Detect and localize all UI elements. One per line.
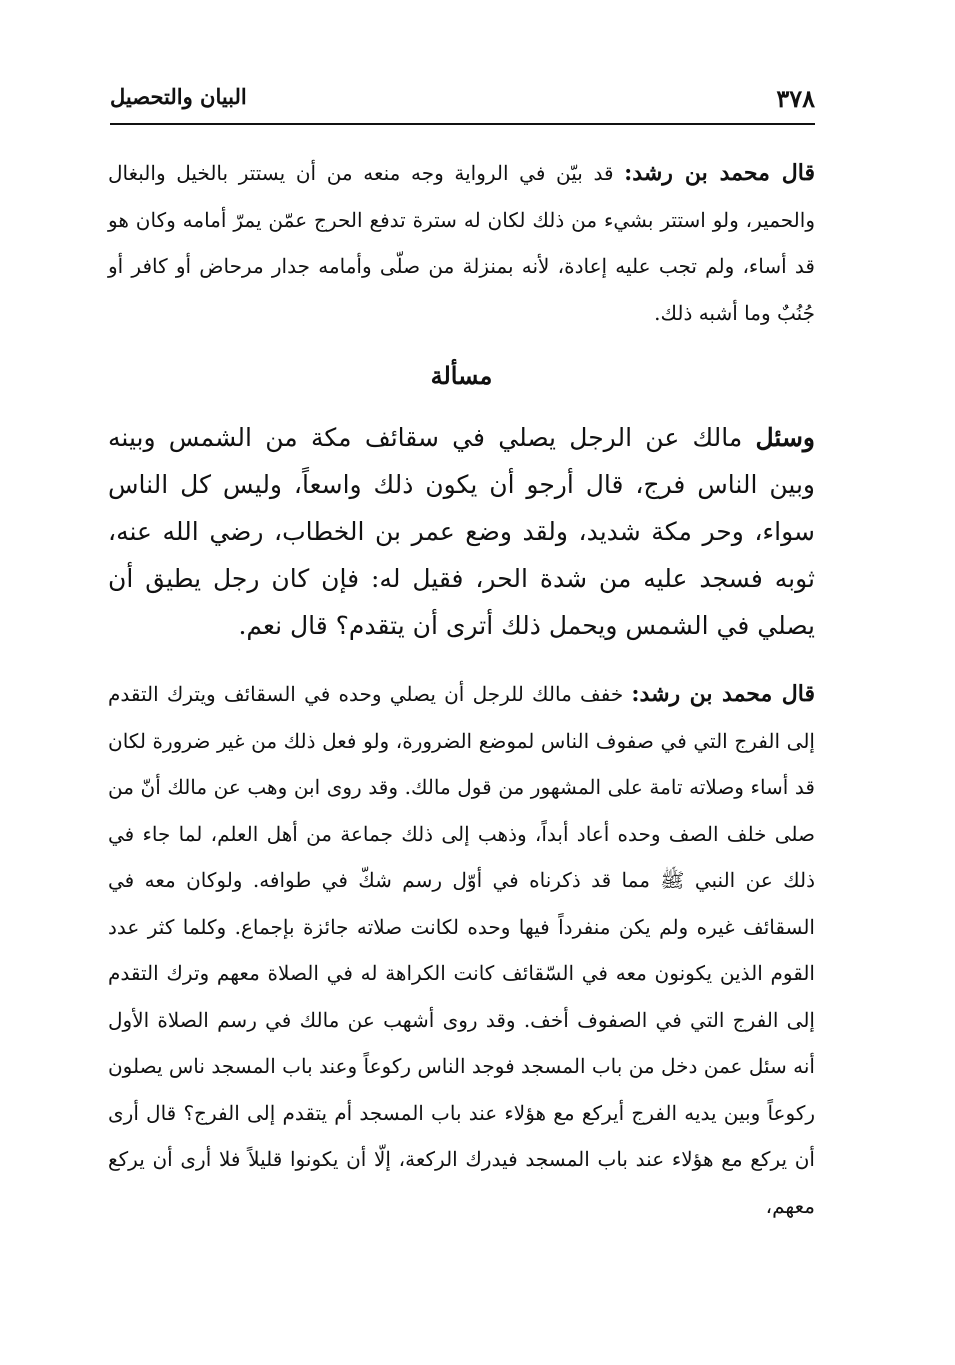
commentary-paragraph-2 [108, 671, 815, 1229]
question-lead-word: وسئل [755, 423, 815, 452]
question-text: مالك عن الرجل يصلي في سقائف مكة من الشمس وبينه وبين الناس فرج، قال أرجو أن يكون ذلك واسعاً، وليس كل الناس سواء، وحر مكة شديد، ولقد وضع عمر بن الخطاب، رضي الله عنه، ثوبه فسجد عليه من شدة الحر، فقيل له: فإن كان رجل يطيق أن يصلي في الشمس ويحمل ذلك أترى أن يتقدم؟ قال نعم. [108, 423, 815, 640]
running-title: البيان والتحصيل [110, 84, 247, 109]
page-header [110, 78, 815, 124]
commentary-paragraph-1 [108, 150, 815, 336]
question-paragraph [108, 414, 815, 649]
commentary-speaker: قال محمد بن رشد: [631, 681, 816, 707]
section-heading: مسألة [430, 361, 493, 390]
paragraph-gap [108, 649, 815, 671]
page-number: ٣٧٨ [776, 84, 815, 113]
header-divider [110, 123, 815, 125]
commentary-text: قد بيّن في الرواية وجه منعه من أن يستتر بالخيل والبغال والحمير، ولو استتر بشيء من ذلك لكان له سترة تدفع الحرج عمّن يمرّ أمامه وكان هو قد أساء، ولم تجب عليه إعادة، لأنه بمنزلة من صلّى وأمامه جدار مرحاض أو كافر أو جُنُبٌ وما أشبه ذلك. [108, 161, 815, 325]
commentary-speaker: قال محمد بن رشد: [624, 160, 815, 186]
page-body [108, 150, 815, 1229]
commentary-text: خفف مالك للرجل أن يصلي وحده في السقائف ويترك التقدم إلى الفرج التي في صفوف الناس لموضع الضرورة، ولو فعل ذلك من غير ضرورة لكان قد أساء وصلاته تامة على المشهور من قول مالك. وقد روى ابن وهب عن مالك أنّ من صلى خلف الصف وحده أعاد أبداً، وذهب إلى ذلك جماعة من أهل العلم، لما جاء في ذلك عن النبي ﷺ مما قد ذكرناه في أوّل رسم شكّ في طوافه. ولوكان معه في السقائف غيره ولم يكن منفرداً فيها وحده لكانت صلاته جائزة بإجماع. وكلما كثر عدد القوم الذين يكونون معه في السّقائف كانت الكراهة له في الصلاة معهم وترك التقدم إلى الفرج التي في الصفوف أخف. وقد روى أشهب عن مالك في رسم الصلاة الأول أنه سئل عمن دخل من باب المسجد فوجد الناس ركوعاً وعند باب المسجد ناس يصلون ركوعاً وبين يديه الفرج أيركع مع هؤلاء عند باب المسجد أم يتقدم إلى الفرج؟ قال أرى أن يركع مع هؤلاء عند باب المسجد فيدرك الركعة، إلّا أن يكونوا قليلاً فلا أرى أن يركع معهم، [107, 682, 815, 1218]
